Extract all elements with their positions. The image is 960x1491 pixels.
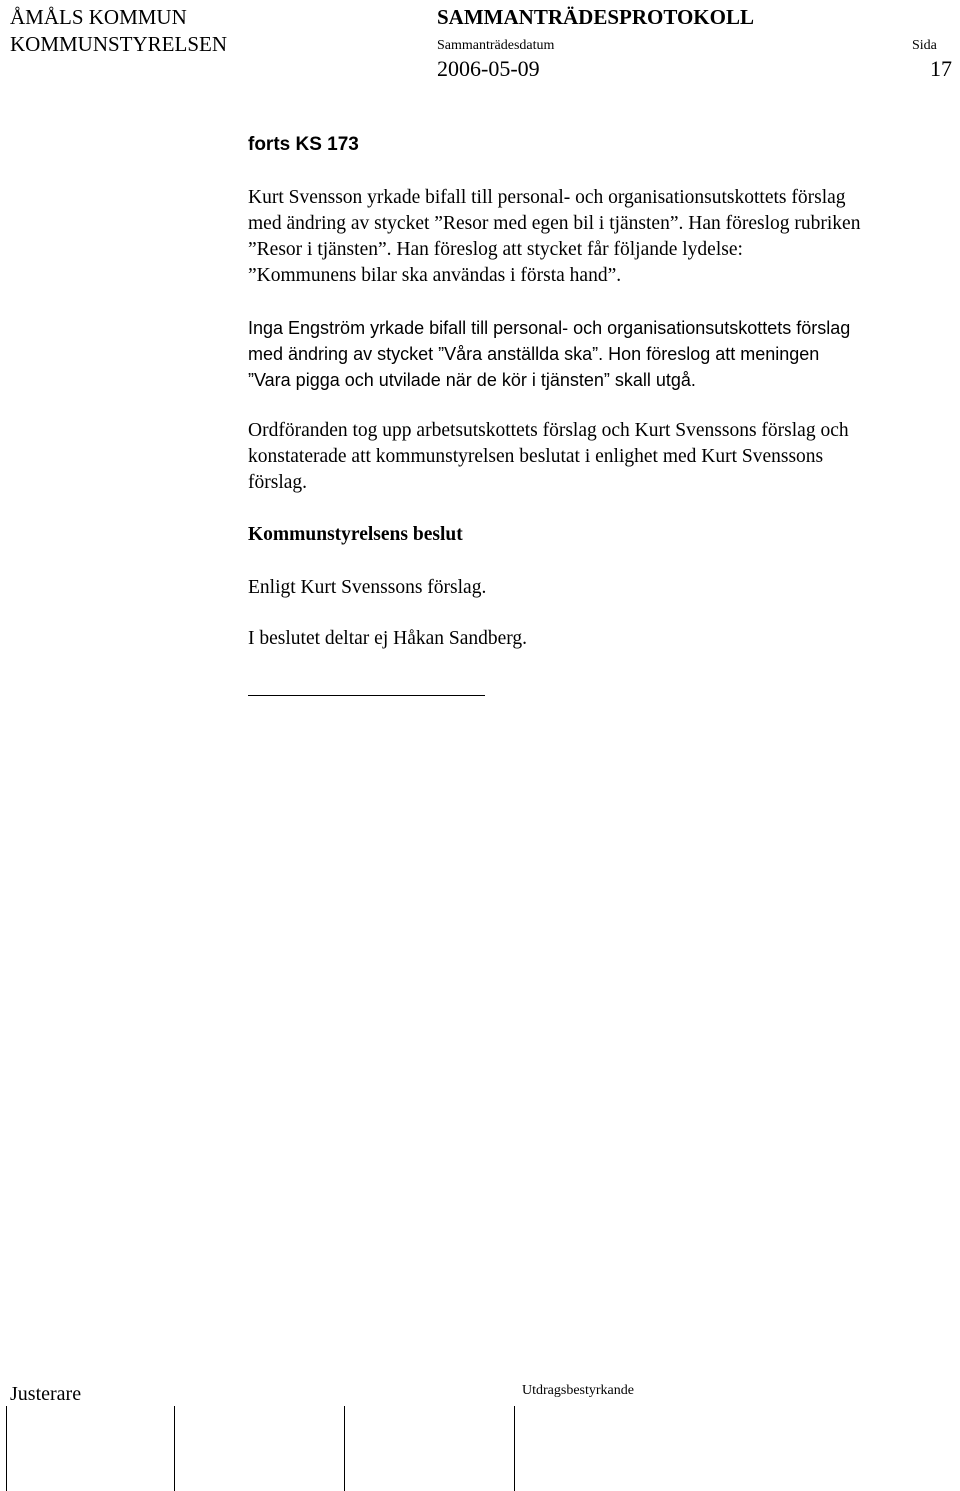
paragraph-inga-engstrom — [248, 315, 850, 393]
footer-divider — [174, 1406, 175, 1491]
footer-divider — [344, 1406, 345, 1491]
paragraph-line: ”Vara pigga och utvilade när de kör i tjänsten” skall utgå. — [248, 370, 696, 390]
decision-text — [248, 575, 486, 601]
section-heading: forts KS 173 — [248, 134, 359, 155]
adjuster-label: Justerare — [10, 1383, 82, 1405]
footer-divider — [514, 1406, 515, 1491]
paragraph-line: Ordföranden tog upp arbetsutskottets förslag och Kurt Svenssons förslag och — [248, 420, 849, 441]
paragraph-line: Inga Engström yrkade bifall till personal- och organisationsutskottets förslag — [248, 318, 851, 338]
paragraph-line: ”Resor i tjänsten”. Han föreslog att stycket får följande lydelse: — [248, 239, 743, 260]
paragraph-line: I beslutet deltar ej Håkan Sandberg. — [248, 628, 528, 649]
paragraph-line: Kurt Svensson yrkade bifall till personal- och organisationsutskottets förslag — [248, 187, 846, 208]
decision-heading: Kommunstyrelsens beslut — [248, 524, 463, 545]
department-name: KOMMUNSTYRELSEN — [10, 32, 228, 56]
paragraph-kurt-svensson — [248, 185, 860, 289]
paragraph-line: förslag. — [248, 472, 308, 493]
signature-line — [248, 695, 485, 696]
paragraph-line: med ändring av stycket ”Våra anställda ska”. Hon föreslog att meningen — [248, 344, 820, 364]
paragraph-line: konstaterade att kommunstyrelsen beslutat i enlighet med Kurt Svenssons — [248, 446, 824, 467]
paragraph-line: med ändring av stycket ”Resor med egen bil i tjänsten”. Han föreslog rubriken — [248, 213, 861, 234]
organization-name: ÅMÅLS KOMMUN — [10, 5, 187, 29]
meeting-date-value: 2006-05-09 — [437, 56, 540, 81]
paragraph-chairman — [248, 418, 849, 496]
paragraph-line: Enligt Kurt Svenssons förslag. — [248, 577, 487, 598]
extract-certification-label: Utdragsbestyrkande — [522, 1383, 634, 1398]
document-title: SAMMANTRÄDESPROTOKOLL — [437, 5, 754, 29]
participation-note — [248, 626, 527, 652]
footer-divider — [6, 1406, 7, 1491]
paragraph-line: ”Kommunens bilar ska användas i första hand”. — [248, 265, 622, 286]
meeting-date-label: Sammanträdesdatum — [437, 38, 555, 53]
page-label: Sida — [912, 38, 937, 53]
page-number: 17 — [930, 56, 952, 81]
